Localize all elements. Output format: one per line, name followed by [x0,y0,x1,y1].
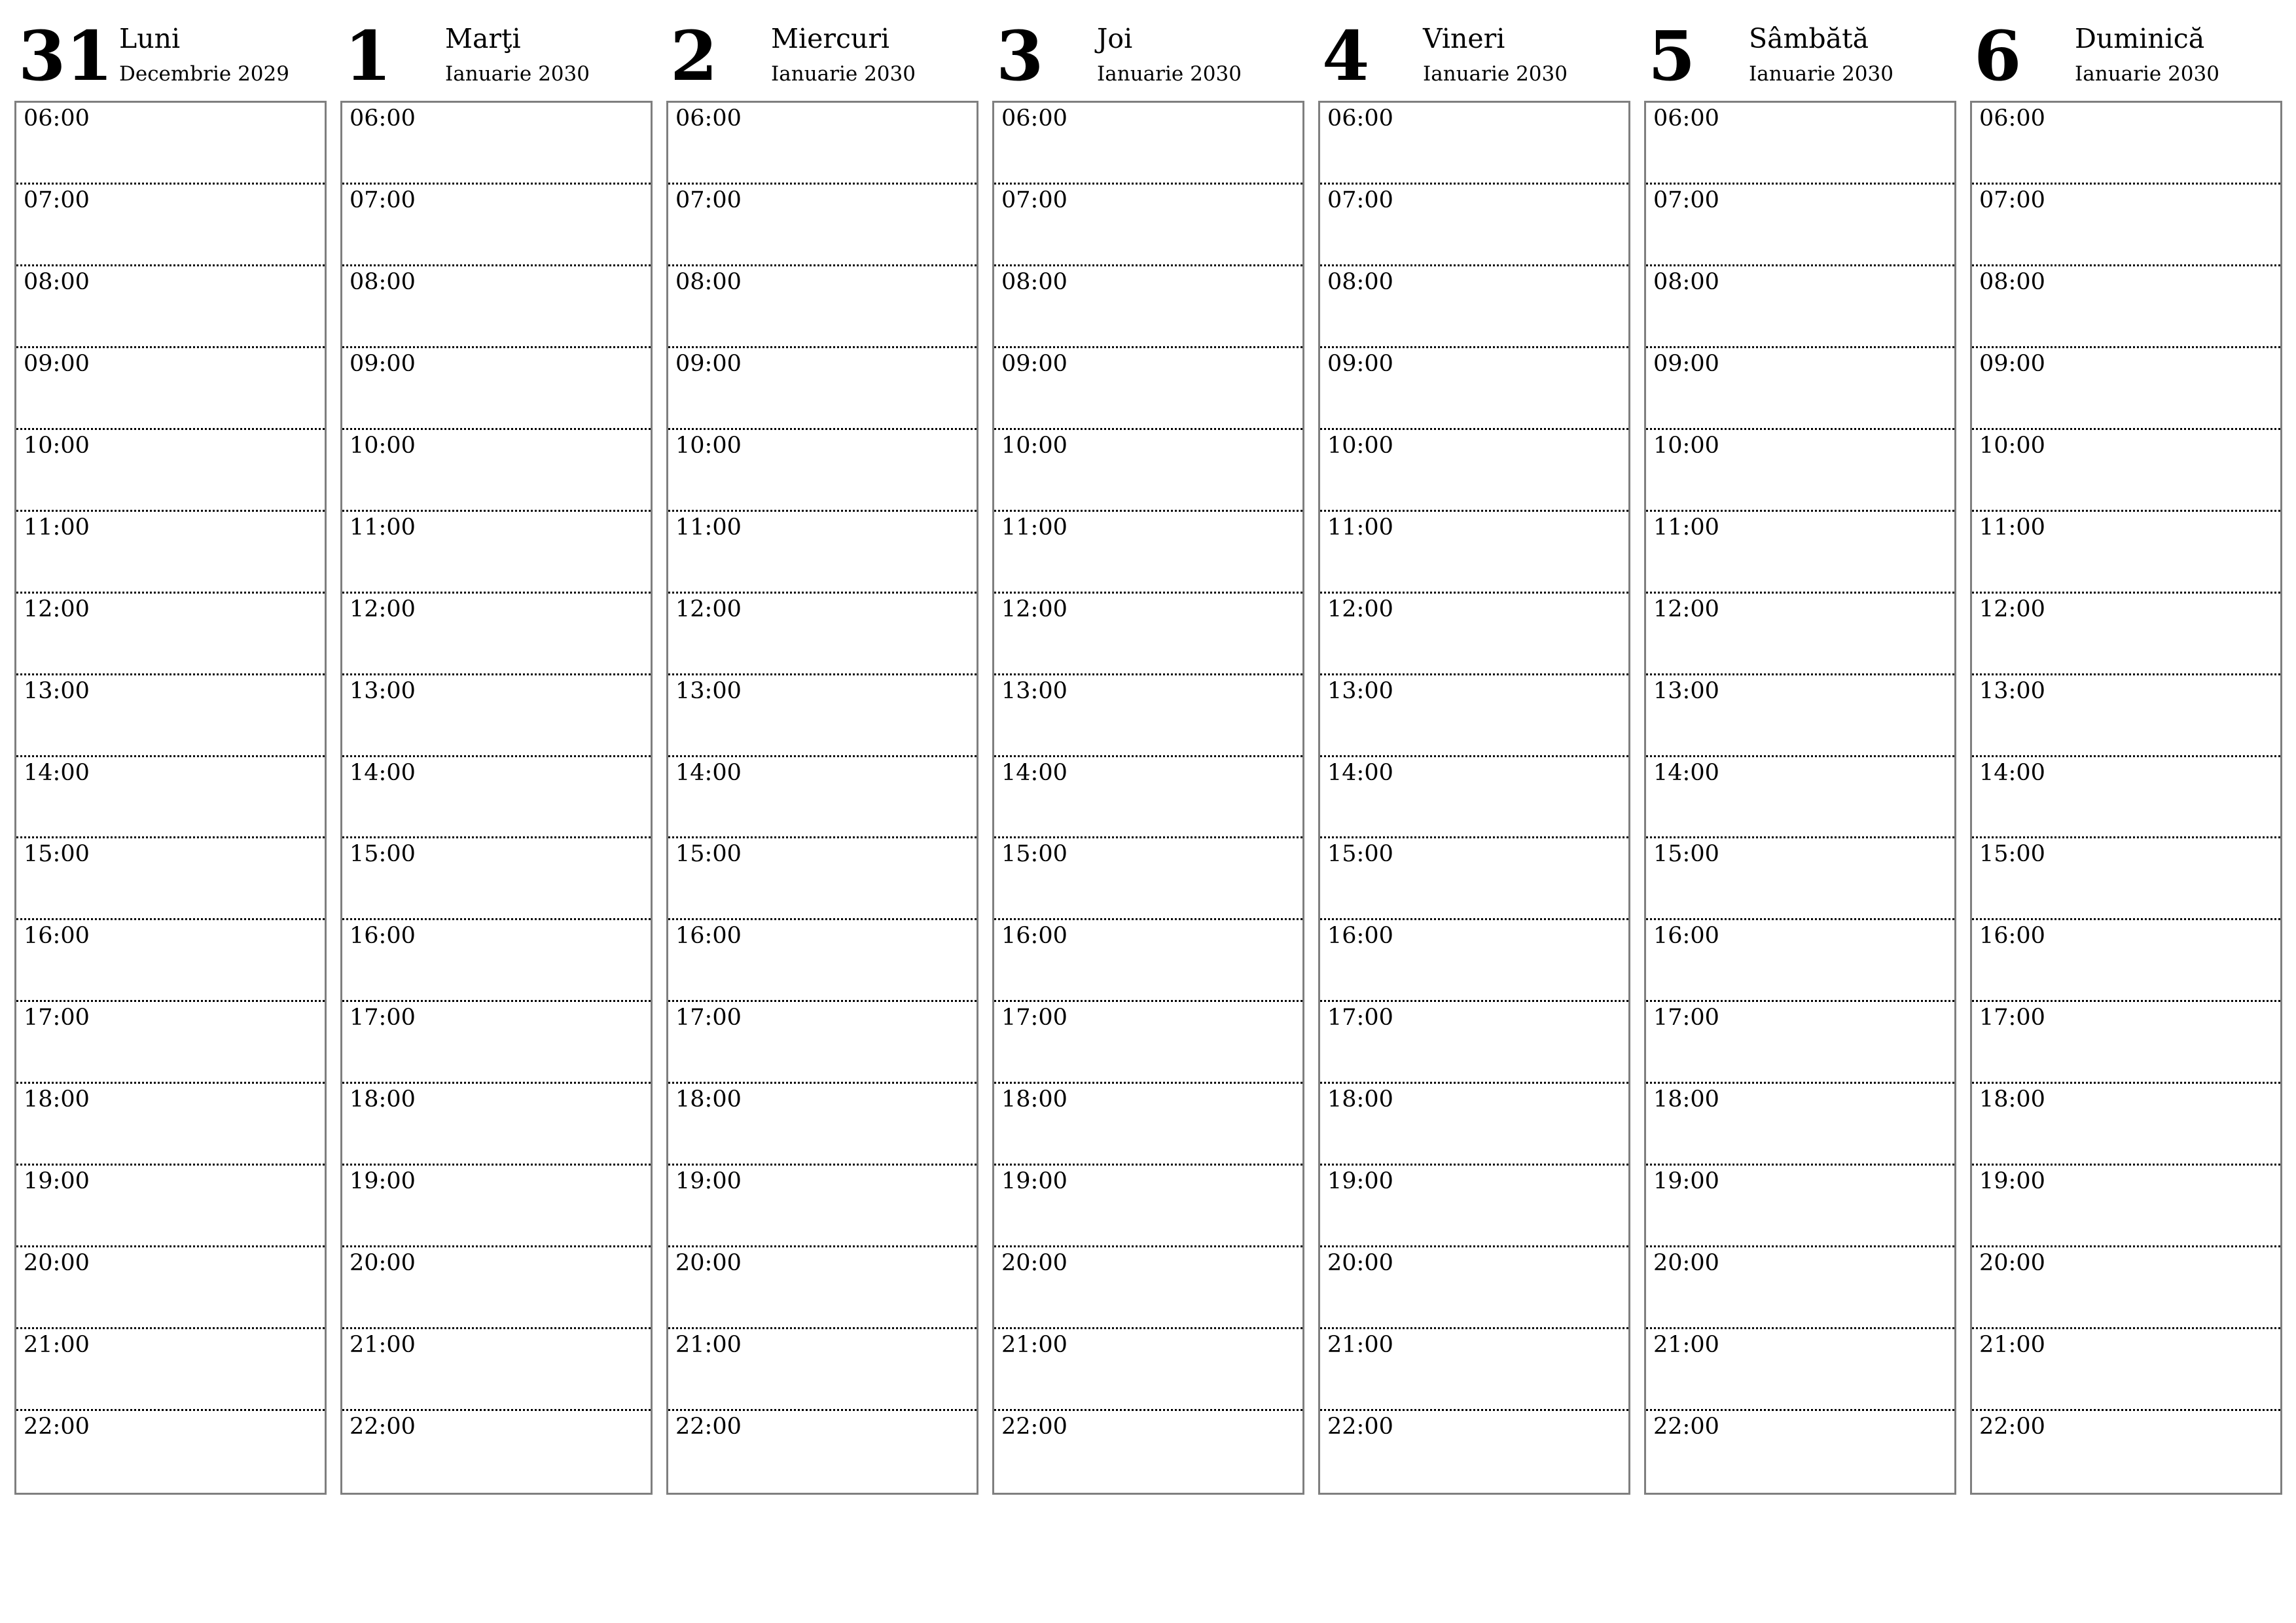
time-slot[interactable] [1972,1247,2280,1329]
day-header [992,16,1304,101]
time-label: 11:00 [1327,514,1393,541]
time-label: 06:00 [1001,105,1067,132]
time-slot[interactable] [1320,348,1628,430]
time-label: 09:00 [1001,350,1067,377]
time-label: 14:00 [24,759,90,786]
time-slot[interactable] [994,838,1302,920]
time-slot[interactable] [1320,1247,1628,1329]
time-slot[interactable] [342,1166,651,1247]
time-slot[interactable] [1972,1166,2280,1247]
time-slot[interactable] [342,430,651,512]
time-slot[interactable] [668,103,977,185]
time-slot[interactable] [1972,838,2280,920]
time-slot[interactable] [994,1166,1302,1247]
time-slot[interactable] [16,185,325,266]
time-slot[interactable] [668,348,977,430]
time-label: 11:00 [675,514,742,541]
time-label: 11:00 [1653,514,1719,541]
time-slot[interactable] [1972,1084,2280,1166]
day-number: 1 [344,16,392,96]
time-label: 07:00 [24,187,90,213]
time-slot[interactable] [342,185,651,266]
time-slot[interactable] [16,1084,325,1166]
time-label: 07:00 [1653,187,1719,213]
month-year: Decembrie 2029 [119,62,289,86]
time-slot[interactable] [1972,348,2280,430]
time-label: 06:00 [350,105,416,132]
time-slots-box [340,101,653,1495]
time-label: 20:00 [350,1250,416,1277]
time-label: 11:00 [350,514,416,541]
time-label: 10:00 [675,432,742,459]
time-slot[interactable] [668,1084,977,1166]
time-label: 19:00 [350,1168,416,1195]
time-label: 08:00 [24,268,90,295]
time-label: 22:00 [1979,1414,2045,1440]
day-number: 31 [18,16,113,96]
time-slot[interactable] [668,185,977,266]
time-label: 06:00 [1653,105,1719,132]
time-slot[interactable] [994,266,1302,348]
weekday-name: Sâmbătă [1749,23,1869,54]
weekday-name: Marţi [445,23,521,54]
time-slot[interactable] [16,430,325,512]
time-slot[interactable] [16,1411,325,1493]
time-slot[interactable] [1972,512,2280,594]
time-slot[interactable] [668,1166,977,1247]
time-label: 17:00 [1979,1005,2045,1031]
time-slots-box [14,101,327,1495]
time-label: 10:00 [350,432,416,459]
time-label: 13:00 [1327,677,1393,704]
time-slot[interactable] [16,103,325,185]
time-label: 13:00 [1001,677,1067,704]
time-label: 21:00 [1979,1332,2045,1359]
time-label: 21:00 [24,1332,90,1359]
time-slot[interactable] [342,1084,651,1166]
time-label: 15:00 [1653,841,1719,868]
time-label: 18:00 [675,1086,742,1113]
time-label: 09:00 [350,350,416,377]
time-label: 14:00 [350,759,416,786]
time-slot[interactable] [668,1247,977,1329]
time-slot[interactable] [1320,1166,1628,1247]
time-slot[interactable] [1646,185,1954,266]
time-label: 19:00 [1327,1168,1393,1195]
time-label: 09:00 [675,350,742,377]
time-label: 17:00 [1653,1005,1719,1031]
time-slot[interactable] [1972,920,2280,1002]
time-slot[interactable] [1646,103,1954,185]
time-label: 07:00 [1979,187,2045,213]
time-slot[interactable] [16,838,325,920]
time-slot[interactable] [1320,103,1628,185]
time-slot[interactable] [1320,1411,1628,1493]
time-label: 22:00 [1001,1414,1067,1440]
time-label: 10:00 [1979,432,2045,459]
time-slot[interactable] [342,103,651,185]
time-slot[interactable] [994,1247,1302,1329]
time-slot[interactable] [16,675,325,757]
time-slot[interactable] [16,1002,325,1084]
time-label: 10:00 [1327,432,1393,459]
time-slot[interactable] [1646,920,1954,1002]
day-header [1970,16,2282,101]
time-label: 16:00 [675,923,742,950]
day-header [666,16,978,101]
time-label: 22:00 [24,1414,90,1440]
month-year: Ianuarie 2030 [1097,62,1242,86]
time-slot[interactable] [1972,1411,2280,1493]
time-label: 11:00 [24,514,90,541]
time-label: 16:00 [24,923,90,950]
day-header [14,16,327,101]
month-year: Ianuarie 2030 [1423,62,1568,86]
time-slot[interactable] [16,1166,325,1247]
time-label: 12:00 [1653,596,1719,622]
time-label: 16:00 [1001,923,1067,950]
time-slot[interactable] [1972,757,2280,839]
time-slot[interactable] [668,266,977,348]
time-label: 07:00 [675,187,742,213]
time-label: 16:00 [1979,923,2045,950]
time-label: 22:00 [350,1414,416,1440]
time-label: 13:00 [1653,677,1719,704]
time-slot[interactable] [994,757,1302,839]
time-label: 06:00 [675,105,742,132]
time-label: 22:00 [1653,1414,1719,1440]
time-label: 21:00 [1001,1332,1067,1359]
time-slot[interactable] [994,1329,1302,1411]
time-label: 12:00 [675,596,742,622]
time-label: 12:00 [1327,596,1393,622]
time-slot[interactable] [1320,920,1628,1002]
time-label: 21:00 [350,1332,416,1359]
time-label: 21:00 [675,1332,742,1359]
weekday-name: Luni [119,23,181,54]
time-slot[interactable] [1320,1084,1628,1166]
time-slot[interactable] [994,920,1302,1002]
time-label: 20:00 [24,1250,90,1277]
time-slot[interactable] [342,594,651,675]
weekday-name: Joi [1097,23,1133,54]
time-slot[interactable] [1972,103,2280,185]
time-label: 20:00 [1979,1250,2045,1277]
time-slots-box [1970,101,2282,1495]
time-label: 13:00 [675,677,742,704]
time-label: 19:00 [1001,1168,1067,1195]
time-slot[interactable] [16,920,325,1002]
time-slots-box [1644,101,1956,1495]
time-slot[interactable] [1972,675,2280,757]
time-label: 17:00 [350,1005,416,1031]
time-label: 15:00 [1327,841,1393,868]
time-label: 22:00 [675,1414,742,1440]
time-slot[interactable] [16,1329,325,1411]
time-label: 06:00 [1979,105,2045,132]
time-label: 07:00 [1001,187,1067,213]
time-label: 13:00 [24,677,90,704]
time-label: 15:00 [350,841,416,868]
time-slot[interactable] [994,1084,1302,1166]
time-label: 15:00 [1979,841,2045,868]
time-slot[interactable] [1646,512,1954,594]
time-slot[interactable] [668,1329,977,1411]
time-label: 18:00 [1327,1086,1393,1113]
time-slot[interactable] [1646,1002,1954,1084]
time-label: 09:00 [1327,350,1393,377]
day-header [1644,16,1956,101]
time-slot[interactable] [16,266,325,348]
time-label: 07:00 [1327,187,1393,213]
time-label: 20:00 [1327,1250,1393,1277]
time-label: 12:00 [1979,596,2045,622]
time-slot[interactable] [342,348,651,430]
time-label: 17:00 [675,1005,742,1031]
time-slot[interactable] [668,430,977,512]
time-label: 09:00 [24,350,90,377]
time-slot[interactable] [1646,1166,1954,1247]
month-year: Ianuarie 2030 [2075,62,2219,86]
time-label: 15:00 [675,841,742,868]
day-number: 5 [1648,16,1696,96]
time-slot[interactable] [1320,430,1628,512]
time-slot[interactable] [342,1411,651,1493]
time-label: 11:00 [1979,514,2045,541]
weekday-name: Duminică [2075,23,2205,54]
time-slot[interactable] [16,757,325,839]
time-slot[interactable] [1972,1002,2280,1084]
time-label: 14:00 [1653,759,1719,786]
day-column [666,16,978,1499]
time-slot[interactable] [342,838,651,920]
time-slot[interactable] [1320,512,1628,594]
time-slot[interactable] [1320,594,1628,675]
time-label: 19:00 [1653,1168,1719,1195]
time-label: 08:00 [675,268,742,295]
time-label: 14:00 [675,759,742,786]
time-label: 16:00 [1653,923,1719,950]
weekday-name: Miercuri [771,23,890,54]
time-label: 10:00 [24,432,90,459]
time-slot[interactable] [1972,1329,2280,1411]
time-label: 21:00 [1327,1332,1393,1359]
day-header [1318,16,1630,101]
time-label: 16:00 [350,923,416,950]
time-label: 15:00 [1001,841,1067,868]
time-slot[interactable] [994,103,1302,185]
weekday-name: Vineri [1423,23,1505,54]
day-number: 3 [996,16,1044,96]
time-label: 06:00 [1327,105,1393,132]
time-label: 16:00 [1327,923,1393,950]
time-slot[interactable] [994,1411,1302,1493]
month-year: Ianuarie 2030 [771,62,916,86]
time-slot[interactable] [1646,430,1954,512]
time-label: 08:00 [1327,268,1393,295]
time-label: 18:00 [1979,1086,2045,1113]
time-label: 08:00 [350,268,416,295]
time-label: 17:00 [24,1005,90,1031]
time-label: 12:00 [350,596,416,622]
time-slot[interactable] [994,1002,1302,1084]
time-label: 19:00 [675,1168,742,1195]
day-number: 6 [1974,16,2022,96]
time-slot[interactable] [342,1247,651,1329]
month-year: Ianuarie 2030 [445,62,590,86]
time-slot[interactable] [1320,1329,1628,1411]
day-column [14,16,327,1499]
time-label: 08:00 [1001,268,1067,295]
time-label: 15:00 [24,841,90,868]
time-slots-box [666,101,978,1495]
time-slot[interactable] [994,348,1302,430]
time-label: 18:00 [1001,1086,1067,1113]
time-slot[interactable] [1972,594,2280,675]
time-slot[interactable] [342,675,651,757]
time-slot[interactable] [994,675,1302,757]
time-slot[interactable] [342,1002,651,1084]
day-column [1318,16,1630,1499]
time-slot[interactable] [668,675,977,757]
time-slot[interactable] [1972,185,2280,266]
time-slot[interactable] [668,1411,977,1493]
time-slot[interactable] [1646,1084,1954,1166]
time-slot[interactable] [668,512,977,594]
time-slots-box [992,101,1304,1495]
day-number: 4 [1322,16,1370,96]
time-slot[interactable] [668,920,977,1002]
time-label: 17:00 [1327,1005,1393,1031]
time-slot[interactable] [994,185,1302,266]
time-slot[interactable] [1320,675,1628,757]
time-label: 13:00 [350,677,416,704]
time-label: 17:00 [1001,1005,1067,1031]
time-label: 12:00 [24,596,90,622]
time-slot[interactable] [1972,266,2280,348]
time-label: 13:00 [1979,677,2045,704]
time-label: 09:00 [1653,350,1719,377]
time-slot[interactable] [1646,1247,1954,1329]
time-slot[interactable] [342,920,651,1002]
time-label: 18:00 [1653,1086,1719,1113]
time-label: 14:00 [1979,759,2045,786]
month-year: Ianuarie 2030 [1749,62,1893,86]
time-slot[interactable] [16,594,325,675]
time-label: 11:00 [1001,514,1067,541]
time-slot[interactable] [994,430,1302,512]
time-slot[interactable] [668,757,977,839]
time-slot[interactable] [16,512,325,594]
day-column [1644,16,1956,1499]
time-label: 21:00 [1653,1332,1719,1359]
time-label: 10:00 [1653,432,1719,459]
time-label: 19:00 [24,1168,90,1195]
time-slot[interactable] [342,512,651,594]
time-slot[interactable] [1646,348,1954,430]
time-label: 20:00 [1001,1250,1067,1277]
day-column [1970,16,2282,1499]
time-slot[interactable] [668,838,977,920]
day-number: 2 [670,16,718,96]
time-slot[interactable] [1646,1329,1954,1411]
time-slot[interactable] [1646,594,1954,675]
time-label: 08:00 [1979,268,2045,295]
time-label: 08:00 [1653,268,1719,295]
day-header [340,16,653,101]
time-label: 20:00 [1653,1250,1719,1277]
time-slot[interactable] [1320,185,1628,266]
time-label: 22:00 [1327,1414,1393,1440]
time-slot[interactable] [668,594,977,675]
time-slot[interactable] [1320,1002,1628,1084]
time-slot[interactable] [1646,838,1954,920]
time-label: 12:00 [1001,596,1067,622]
time-label: 14:00 [1001,759,1067,786]
time-slot[interactable] [1320,838,1628,920]
time-label: 18:00 [350,1086,416,1113]
time-label: 20:00 [675,1250,742,1277]
day-column [992,16,1304,1499]
time-slot[interactable] [342,1329,651,1411]
time-slot[interactable] [994,512,1302,594]
time-slot[interactable] [994,594,1302,675]
time-slot[interactable] [1646,266,1954,348]
time-slot[interactable] [342,757,651,839]
time-slot[interactable] [16,348,325,430]
time-label: 07:00 [350,187,416,213]
time-slot[interactable] [1320,757,1628,839]
time-slot[interactable] [1320,266,1628,348]
time-label: 09:00 [1979,350,2045,377]
day-column [340,16,653,1499]
time-slot[interactable] [1646,757,1954,839]
time-slot[interactable] [668,1002,977,1084]
time-label: 19:00 [1979,1168,2045,1195]
time-label: 06:00 [24,105,90,132]
time-slot[interactable] [1972,430,2280,512]
time-slot[interactable] [342,266,651,348]
time-label: 10:00 [1001,432,1067,459]
time-label: 18:00 [24,1086,90,1113]
weekly-planner [14,16,2291,1499]
time-slot[interactable] [16,1247,325,1329]
time-slot[interactable] [1646,675,1954,757]
time-label: 14:00 [1327,759,1393,786]
time-slot[interactable] [1646,1411,1954,1493]
time-slots-box [1318,101,1630,1495]
